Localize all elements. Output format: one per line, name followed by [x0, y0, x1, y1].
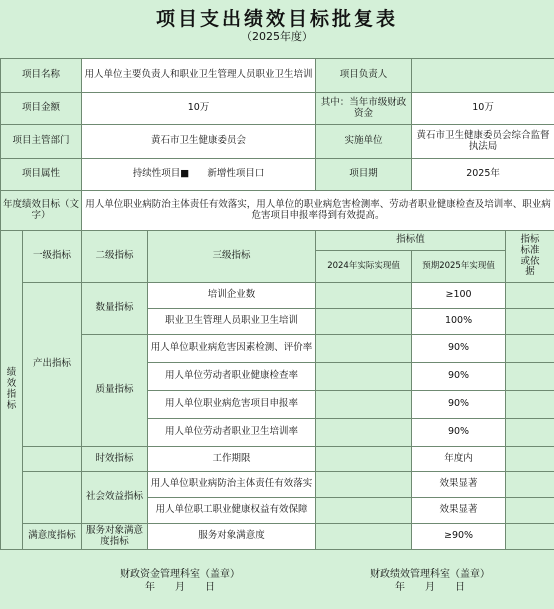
indicator-expected: ≥90% — [412, 524, 506, 550]
level2-header: 二级指标 — [82, 231, 148, 283]
table-row — [1, 472, 554, 498]
timeliness-indicator: 时效指标 — [82, 447, 148, 472]
project-lead-label: 项目负责人 — [316, 59, 412, 93]
row-attribute — [1, 159, 554, 191]
quality-indicator: 质量指标 — [82, 335, 148, 447]
actual-2024-header: 2024年实际实现值 — [316, 251, 412, 283]
indicator-expected: 90% — [412, 335, 506, 363]
finance-perf-date: 年 月 日 — [395, 582, 465, 593]
blank-cell — [23, 472, 82, 498]
indicator-actual — [316, 335, 412, 363]
finance-perf-title: 财政绩效管理科室（盖章） — [370, 569, 490, 580]
row-project-name — [1, 59, 554, 93]
finance-funds-title: 财政资金管理科室（盖章） — [120, 569, 240, 580]
indicator-actual — [316, 498, 412, 524]
period-label: 项目期 — [316, 159, 412, 191]
indicator-basis — [506, 335, 554, 363]
finance-funds-date: 年 月 日 — [145, 582, 215, 593]
header-row-1 — [1, 231, 554, 251]
indicator-actual — [316, 447, 412, 472]
indicator-name: 用人单位劳动者职业卫生培训率 — [148, 419, 316, 447]
quantity-indicator: 数量指标 — [82, 283, 148, 335]
dept-label: 项目主管部门 — [1, 125, 82, 159]
row-department — [1, 125, 554, 159]
indicator-name: 用人单位职工职业健康权益有效保障 — [148, 498, 316, 524]
value-header: 指标值 — [316, 231, 506, 251]
indicator-name: 工作期限 — [148, 447, 316, 472]
page-title: 项目支出绩效目标批复表 — [155, 8, 398, 30]
indicator-actual — [316, 283, 412, 309]
table-row — [1, 335, 554, 363]
indicator-expected: 100% — [412, 309, 506, 335]
row-amount — [1, 93, 554, 125]
indicator-basis — [506, 524, 554, 550]
indicator-expected: 年度内 — [412, 447, 506, 472]
output-indicator: 产出指标 — [23, 283, 82, 447]
project-lead-value — [412, 59, 554, 93]
indicator-name: 用人单位职业病危害项目申报率 — [148, 391, 316, 419]
indicator-expected: 90% — [412, 419, 506, 447]
performance-table — [0, 58, 554, 550]
indicator-expected: 效果显著 — [412, 498, 506, 524]
period-value: 2025年 — [412, 159, 554, 191]
impl-label: 实施单位 — [316, 125, 412, 159]
indicator-basis — [506, 283, 554, 309]
goal-label: 年度绩效目标（文字） — [1, 191, 82, 231]
perf-indicator-label: 绩效指标 — [1, 231, 23, 550]
indicator-name: 职业卫生管理人员职业卫生培训 — [148, 309, 316, 335]
attr-ongoing: 持续性项目■ — [132, 168, 190, 180]
indicator-expected: 90% — [412, 363, 506, 391]
city-funds-value: 10万 — [412, 93, 554, 125]
service-satisfaction-indicator: 服务对象满意度指标 — [82, 524, 148, 550]
level1-header: 一级指标 — [23, 231, 82, 283]
level3-header: 三级指标 — [148, 231, 316, 283]
indicator-basis — [506, 472, 554, 498]
indicator-actual — [316, 309, 412, 335]
expected-2025-header: 预期2025年实现值 — [412, 251, 506, 283]
table-row — [1, 447, 554, 472]
indicator-actual — [316, 472, 412, 498]
page-subtitle: （2025年度） — [241, 30, 313, 43]
indicator-basis — [506, 391, 554, 419]
blank-cell — [23, 447, 82, 472]
basis-header: 指标标准或依据 — [506, 231, 554, 283]
indicator-name: 培训企业数 — [148, 283, 316, 309]
attr-value — [82, 159, 316, 191]
amount-value: 10万 — [82, 93, 316, 125]
indicator-expected: ≥100 — [412, 283, 506, 309]
finance-perf-signoff — [330, 568, 530, 594]
indicator-name: 用人单位劳动者职业健康检查率 — [148, 363, 316, 391]
indicator-basis — [506, 309, 554, 335]
indicator-actual — [316, 363, 412, 391]
dept-value: 黄石市卫生健康委员会 — [82, 125, 316, 159]
indicator-name: 用人单位职业病防治主体责任有效落实 — [148, 472, 316, 498]
project-name-label: 项目名称 — [1, 59, 82, 93]
indicator-actual — [316, 391, 412, 419]
finance-funds-signoff — [80, 568, 280, 594]
social-indicator: 社会效益指标 — [82, 472, 148, 524]
satisfaction-indicator: 满意度指标 — [23, 524, 82, 550]
table-row — [1, 524, 554, 550]
indicator-expected: 效果显著 — [412, 472, 506, 498]
indicator-expected: 90% — [412, 391, 506, 419]
table-row — [1, 283, 554, 309]
attr-new: 新增性项目口 — [207, 168, 265, 180]
indicator-basis — [506, 419, 554, 447]
indicator-name: 用人单位职业病危害因素检测、评价率 — [148, 335, 316, 363]
indicator-basis — [506, 447, 554, 472]
blank-cell — [23, 498, 82, 524]
indicator-basis — [506, 498, 554, 524]
indicator-actual — [316, 524, 412, 550]
project-name-value: 用人单位主要负责人和职业卫生管理人员职业卫生培训 — [82, 59, 316, 93]
amount-label: 项目金额 — [1, 93, 82, 125]
indicator-actual — [316, 419, 412, 447]
attr-label: 项目属性 — [1, 159, 82, 191]
city-funds-label: 其中：当年市级财政资金 — [316, 93, 412, 125]
indicator-basis — [506, 363, 554, 391]
indicator-name: 服务对象满意度 — [148, 524, 316, 550]
row-annual-goal — [1, 191, 554, 231]
impl-value: 黄石市卫生健康委员会综合监督执法局 — [412, 125, 554, 159]
goal-text: 用人单位职业病防治主体责任有效落实，用人单位的职业病危害检测率、劳动者职业健康检查及培训率、职业病危害项目申报率得到有效提高。 — [82, 191, 554, 231]
